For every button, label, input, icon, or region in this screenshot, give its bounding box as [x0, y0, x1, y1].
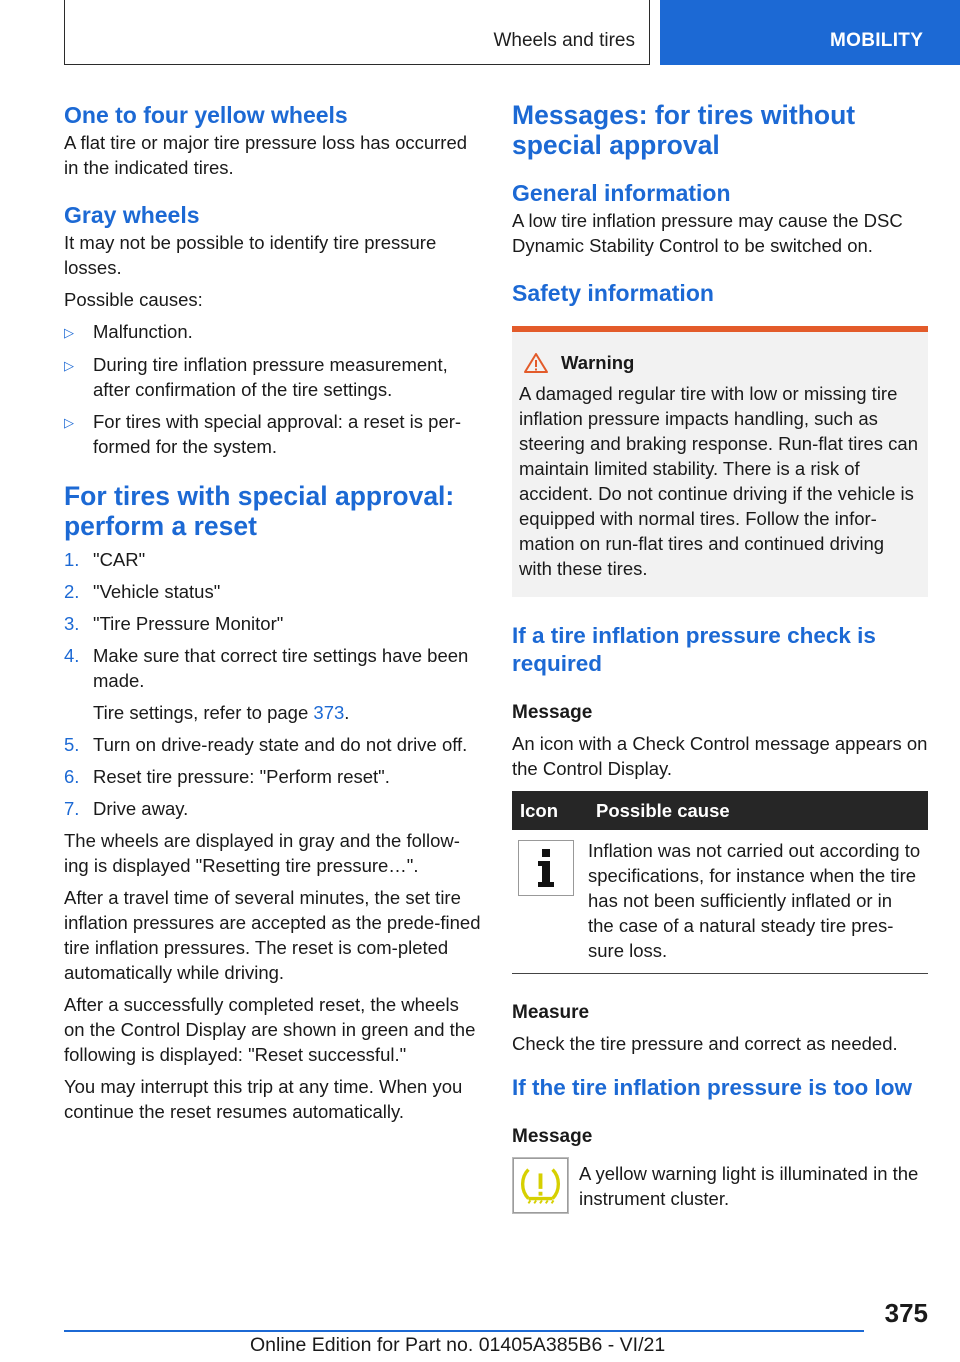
heading-perform-reset: For tires with special approval: perform a reset — [64, 481, 455, 541]
paragraph-message: An icon with a Check Control message appears on the Control Display. — [512, 733, 928, 779]
heading-gray-wheels: Gray wheels — [64, 202, 200, 228]
warning-box — [512, 326, 928, 597]
bullet-triangle-icon: ▷ — [64, 358, 74, 373]
paragraph-general-information: A low tire inflation pressure may cause the DSC Dynamic Stability Control to be switched on. — [512, 210, 903, 256]
paragraph-after-reset-4: You may interrupt this trip at any time. When you continue the reset resumes automatically. — [64, 1076, 463, 1122]
heading-pressure-too-low: If the tire inflation pressure is too low — [512, 1075, 913, 1100]
table-cell-cause: Inflation was not carried out according to specifications, for instance when the tire has not been sufficiently inflated or in the case of a natural steady tire pres‐sure loss. — [588, 840, 921, 961]
step-number: 4. — [64, 645, 80, 666]
page-number: 375 — [884, 1298, 928, 1328]
label-message: Message — [512, 702, 593, 723]
step-item — [64, 643, 482, 693]
paragraph-after-reset-3: After a successfully completed reset, the wheels on the Control Display are shown in green and the following is displayed: "Reset successful." — [64, 994, 476, 1065]
bullet-triangle-icon: ▷ — [64, 415, 74, 430]
step-text: Make sure that correct tire settings have been made. — [93, 645, 469, 691]
step-number: 7. — [64, 798, 80, 819]
step-text: Reset tire pressure: "Perform reset". — [93, 766, 390, 787]
step-number: 3. — [64, 613, 80, 634]
right-column — [512, 100, 928, 1214]
heading-pressure-check-required: If a tire inflation pressure check is required — [512, 623, 876, 676]
step-item — [64, 732, 482, 757]
heading-messages: Messages: for tires without special approval — [512, 100, 856, 160]
page-reference-link[interactable]: 373 — [313, 702, 345, 723]
chapter-tab-label: MOBILITY — [830, 30, 924, 51]
step-reference — [93, 700, 482, 725]
list-item — [64, 352, 482, 402]
reference-end: . — [344, 702, 350, 723]
paragraph-measure: Check the tire pressure and correct as needed. — [512, 1033, 898, 1054]
label-measure: Measure — [512, 1002, 590, 1023]
footer-divider — [64, 1330, 864, 1332]
step-item — [64, 796, 482, 821]
message-text: A yellow warning light is illuminated in the instrument cluster. — [579, 1163, 919, 1209]
list-item-text: For tires with special approval: a reset is per‐formed for the system. — [93, 411, 462, 457]
table-cell-icon — [512, 830, 588, 974]
list-item — [64, 409, 482, 459]
table-header-cause: Possible cause — [588, 791, 928, 830]
message-row — [512, 1157, 928, 1214]
paragraph-possible-causes: Possible causes: — [64, 289, 203, 310]
step-number: 5. — [64, 734, 80, 755]
table-header-icon: Icon — [512, 791, 588, 830]
reference-text: Tire settings, refer to page — [93, 702, 314, 723]
step-item — [64, 579, 482, 604]
icon-cause-table — [512, 791, 928, 974]
heading-general-information: General information — [512, 180, 731, 206]
heading-yellow-wheels: One to four yellow wheels — [64, 102, 348, 128]
heading-safety-information: Safety information — [512, 280, 714, 306]
table-row — [512, 830, 928, 974]
step-text: "CAR" — [93, 549, 146, 570]
warning-title: Warning — [561, 352, 635, 373]
step-text: Drive away. — [93, 798, 189, 819]
step-text: "Tire Pressure Monitor" — [93, 613, 284, 634]
step-item — [64, 547, 482, 572]
warning-triangle-icon — [523, 352, 549, 374]
left-column — [64, 100, 482, 1131]
label-message: Message — [512, 1126, 593, 1147]
step-item — [64, 764, 482, 789]
step-number: 1. — [64, 549, 80, 570]
step-number: 6. — [64, 766, 80, 787]
paragraph-yellow-wheels: A flat tire or major tire pressure loss has occurred in the indicated tires. — [64, 132, 468, 178]
paragraph-after-reset-2: After a travel time of several minutes, the set tire inflation pressures are accepted as the prede‐fined tire inflation pressures. The reset is com‐pleted automatically while driving. — [64, 887, 481, 983]
tire-pressure-warning-icon — [512, 1157, 569, 1214]
header-box — [64, 0, 650, 65]
bullet-triangle-icon: ▷ — [64, 325, 74, 340]
list-item-text: Malfunction. — [93, 321, 193, 342]
warning-header — [523, 350, 920, 375]
section-title: Wheels and tires — [493, 30, 635, 51]
step-text: "Vehicle status" — [93, 581, 221, 602]
footer-edition: Online Edition for Part no. 01405A385B6 - VI/21 — [250, 1334, 666, 1356]
list-item — [64, 319, 482, 345]
step-text: Turn on drive-ready state and do not drive off. — [93, 734, 468, 755]
step-number: 2. — [64, 581, 80, 602]
list-item-text: During tire inflation pressure measurement, after confirmation of the tire settings. — [93, 354, 448, 400]
chapter-tab[interactable] — [660, 0, 960, 65]
info-icon — [518, 840, 574, 896]
step-item — [64, 611, 482, 636]
paragraph-after-reset-1: The wheels are displayed in gray and the follow‐ing is displayed "Resetting tire pressure…". — [64, 830, 460, 876]
warning-text: A damaged regular tire with low or missing tire inflation pressure impacts handling, such as steering and braking response. Run-flat tires can maintain limited stability. There is a risk of accident. Do not continue driving if the vehicle is equipped with normal tires. Follow the infor‐mation on run-flat tires and continued driving with these tires. — [519, 383, 918, 579]
paragraph-gray-wheels: It may not be possible to identify tire pressure losses. — [64, 232, 437, 278]
